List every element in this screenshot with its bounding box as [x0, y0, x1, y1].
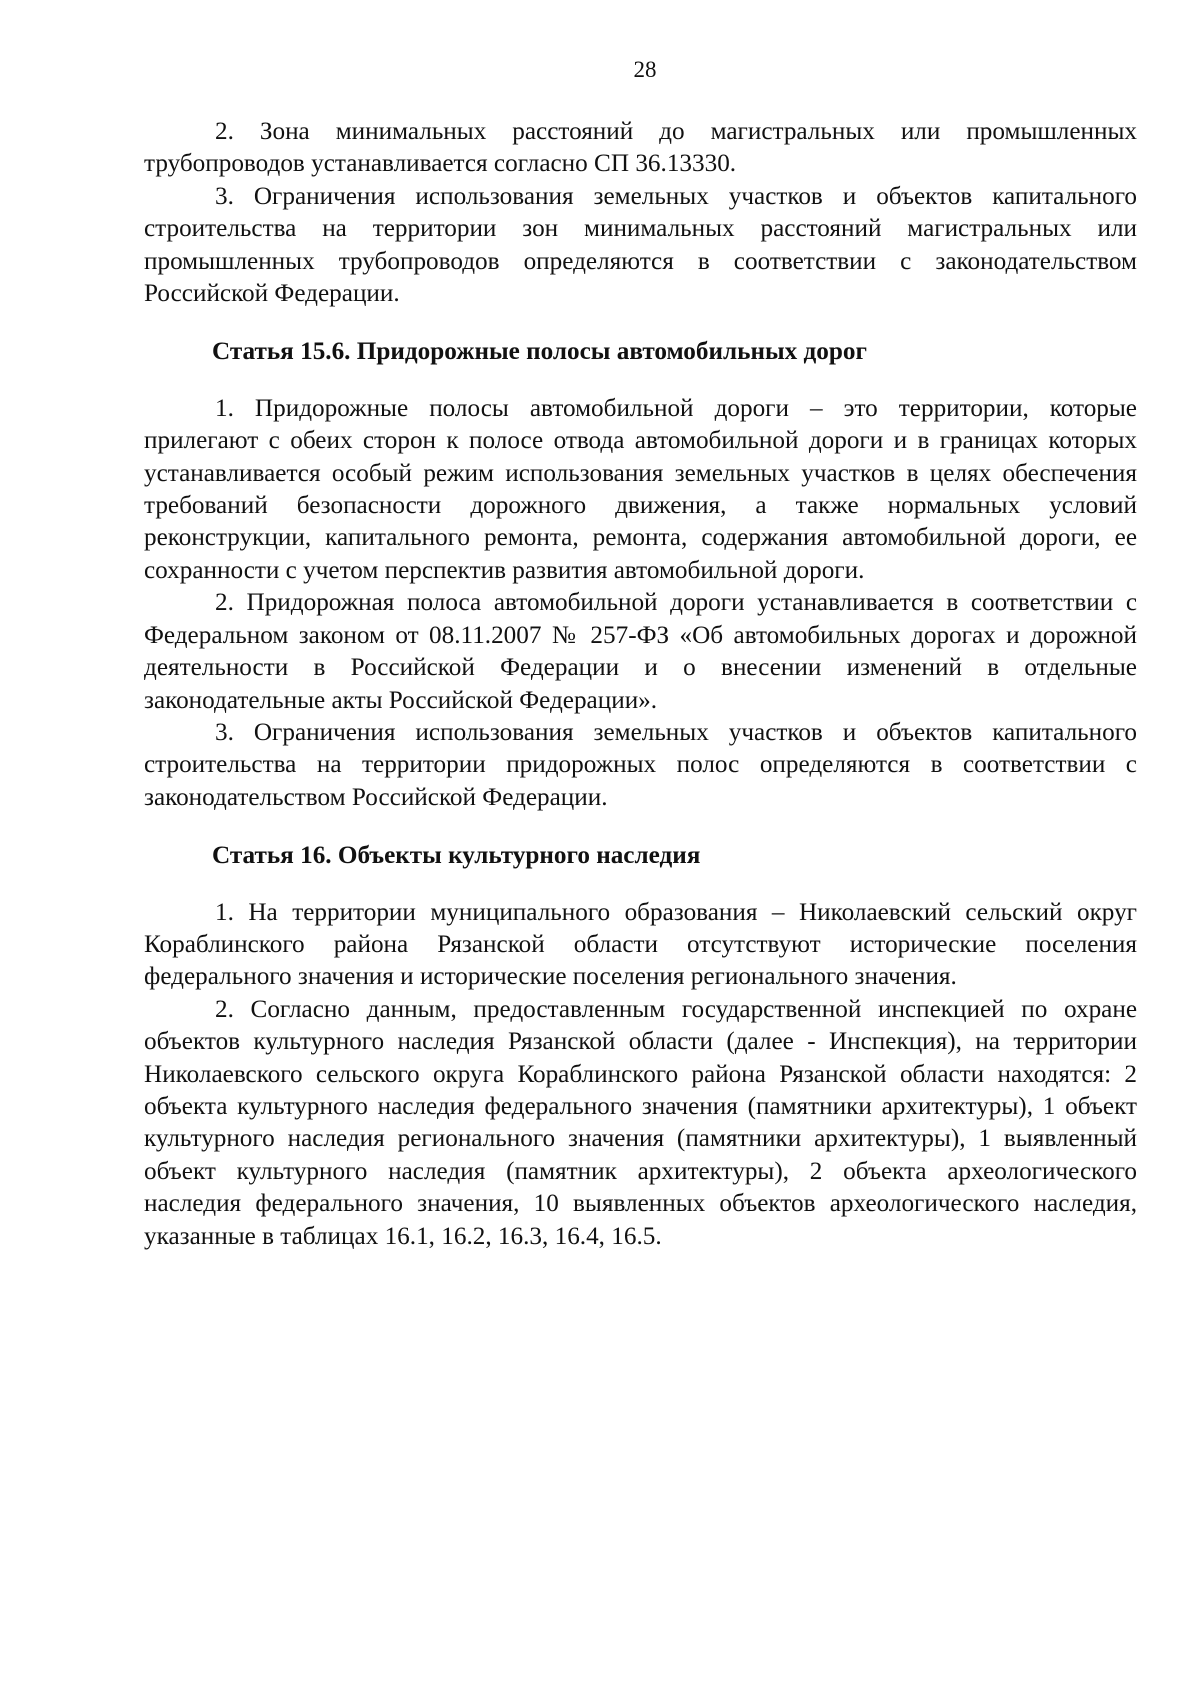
heading-article-16: Статья 16. Объекты культурного наследия: [212, 842, 701, 870]
paragraph-zone-min-distances: 2. Зона минимальных расстояний до магистральных или промышленных трубопроводов устанавливается согласно СП 36.13330.: [144, 118, 1137, 178]
heading-article-15-6: Статья 15.6. Придорожные полосы автомобильных дорог: [212, 338, 867, 366]
spacer: [144, 310, 1137, 336]
spacer: [144, 369, 1137, 393]
paragraph-heritage-objects: 2. Согласно данным, предоставленным государственной инспекцией по охране объектов культурного наследия Рязанской области (далее - Инспекция), на территории Николаевского сельского округа Кораблинского района Рязанской области находятся: 2 объекта культурного наследия федерального значения (памятники архитектуры), 1 объект культурного наследия регионального значения (памятники архитектуры), 1 выявленный объект культурного наследия (памятник архитектуры), 2 объекта археологического наследия федерального значения, 10 выявленных объектов археологического наследия, указанные в таблицах 16.1, 16.2, 16.3, 16.4, 16.5.: [144, 995, 1137, 1250]
paragraph-roadside-restrictions: 3. Ограничения использования земельных участков и объектов капитального строительства на территории придорожных полос определяются в соответствии с законодательством Российской Федерации.: [144, 718, 1137, 811]
paragraph-roadside-law: 2. Придорожная полоса автомобильной дороги устанавливается в соответствии с Федеральном законом от 08.11.2007 № 257-ФЗ «Об автомобильных дорогах и дорожной деятельности в Российской Федерации и о внесении изменений в отдельные законодательные акты Российской Федерации».: [144, 589, 1137, 714]
page-number: 28: [633, 57, 657, 82]
document-body: [144, 116, 1137, 1253]
spacer: [144, 814, 1137, 840]
paragraph-historic-settlements: 1. На территории муниципального образования – Николаевский сельский округ Кораблинского района Рязанской области отсутствуют исторические поселения федерального значения и исторические поселения регионального значения.: [144, 898, 1137, 991]
spacer: [144, 873, 1137, 897]
paragraph-pipeline-restrictions: 3. Ограничения использования земельных участков и объектов капитального строительства на территории зон минимальных расстояний магистральных или промышленных трубопроводов определяются в соответствии с законодательством Российской Федерации.: [144, 182, 1137, 308]
paragraph-roadside-definition: 1. Придорожные полосы автомобильной дороги – это территории, которые прилегают с обеих сторон к полосе отвода автомобильной дороги и в границах которых устанавливается особый режим использования земельных участков в целях обеспечения требований безопасности дорожного движения, а также нормальных условий реконструкции, капитального ремонта, ремонта, содержания автомобильной дороги, ее сохранности с учетом перспектив развития автомобильной дороги.: [144, 394, 1137, 584]
